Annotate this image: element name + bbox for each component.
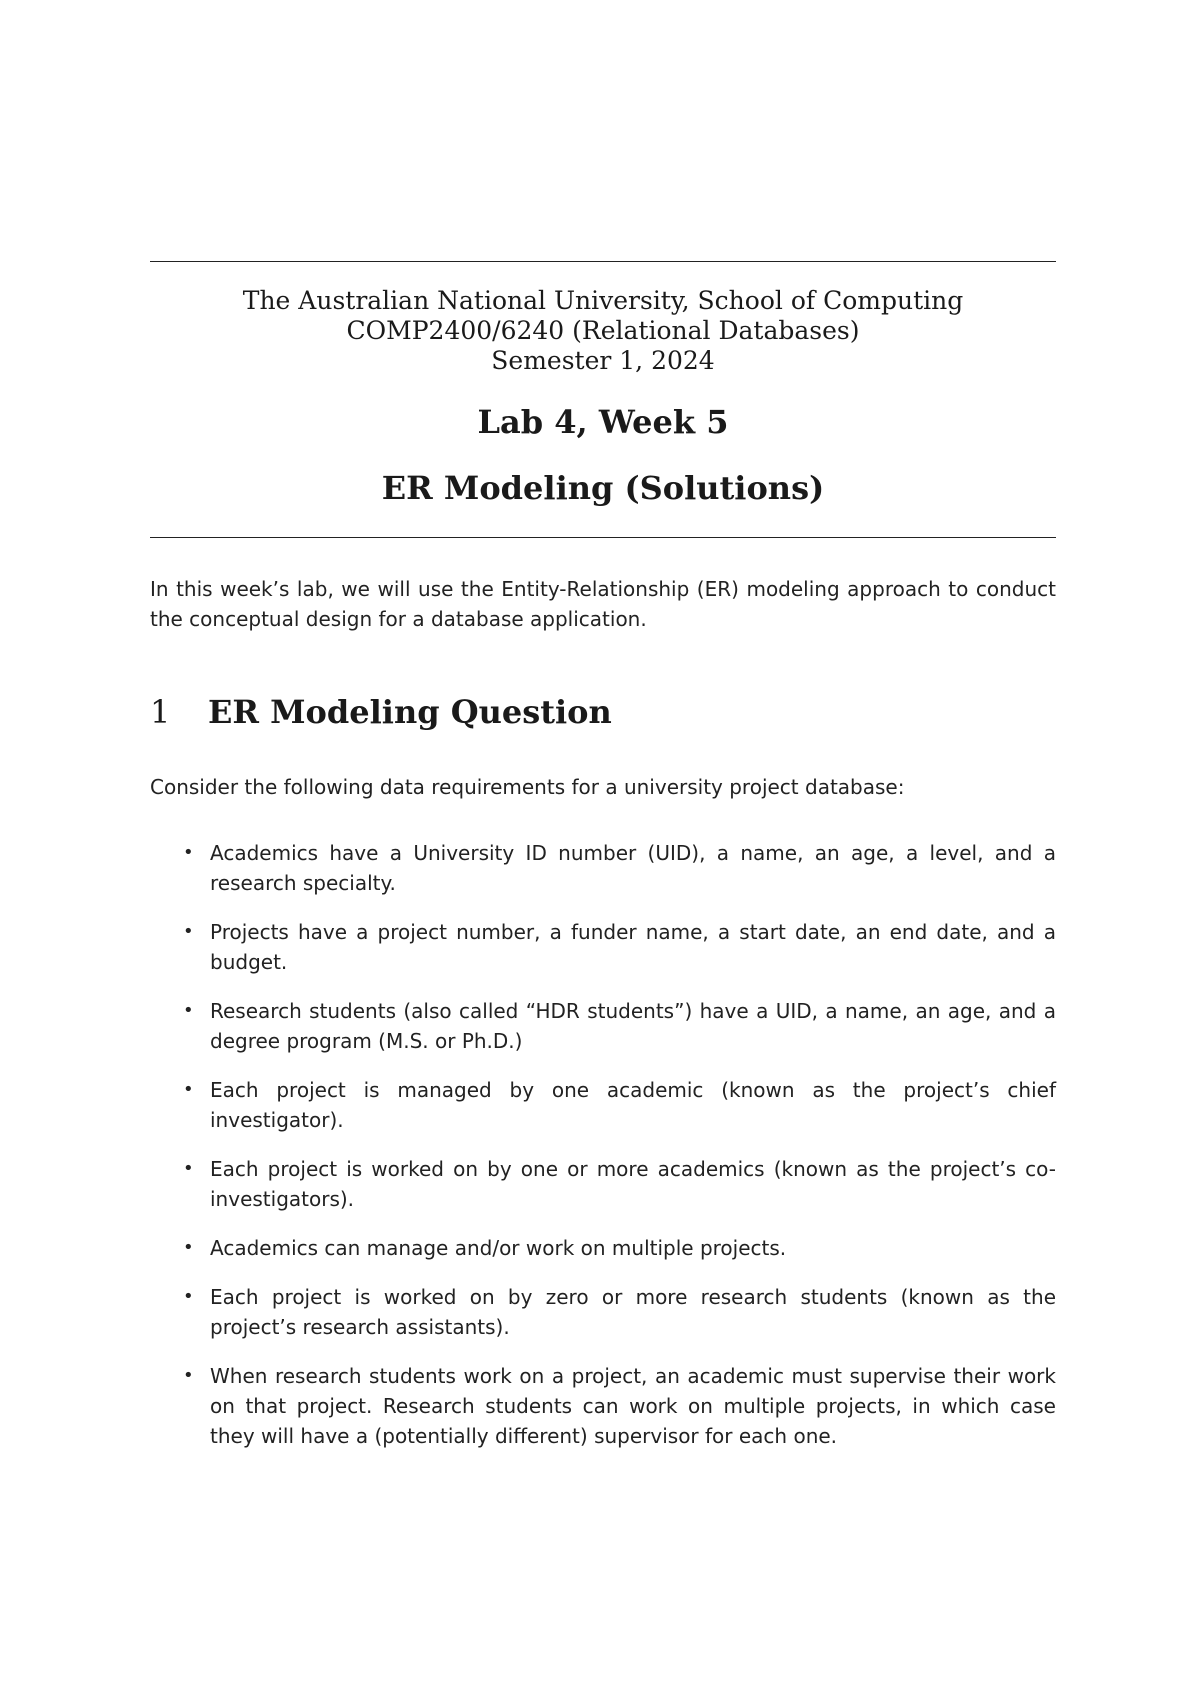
list-item-text: Projects have a project number, a funder name, a start date, an end date, and a budget. xyxy=(210,920,1056,974)
list-item-text: Each project is worked on by one or more academics (known as the project’s co-investigators). xyxy=(210,1157,1056,1211)
bullet-icon: • xyxy=(183,842,194,863)
list-item xyxy=(150,838,1056,898)
section-heading xyxy=(150,690,1056,734)
course-line: COMP2400/6240 (Relational Databases) xyxy=(346,316,860,345)
list-item-text: Each project is managed by one academic (known as the project’s chief investigator). xyxy=(210,1078,1056,1132)
semester-line: Semester 1, 2024 xyxy=(491,346,715,375)
bullet-icon: • xyxy=(183,1237,194,1258)
bullet-icon: • xyxy=(183,1365,194,1386)
requirements-list xyxy=(150,838,1056,1470)
bullet-icon: • xyxy=(183,1079,194,1100)
list-item xyxy=(150,996,1056,1056)
list-item xyxy=(150,1075,1056,1135)
list-item-text: Research students (also called “HDR students”) have a UID, a name, an age, and a degree program (M.S. or Ph.D.) xyxy=(210,999,1056,1053)
list-item xyxy=(150,1282,1056,1342)
list-item xyxy=(150,1361,1056,1451)
list-item xyxy=(150,1233,1056,1263)
section-title: ER Modeling Question xyxy=(208,693,612,731)
bullet-icon: • xyxy=(183,1158,194,1179)
list-item-text: When research students work on a project, an academic must supervise their work on that project. Research students can work on multiple projects, in which case they will have a (potentially different) supervisor for each one. xyxy=(210,1364,1056,1448)
list-item-text: Each project is worked on by zero or more research students (known as the project’s research assistants). xyxy=(210,1285,1056,1339)
bullet-icon: • xyxy=(183,1286,194,1307)
list-item-text: Academics can manage and/or work on multiple projects. xyxy=(210,1236,787,1260)
bullet-icon: • xyxy=(183,921,194,942)
section-lead: Consider the following data requirements for a university project database: xyxy=(150,775,905,799)
list-item xyxy=(150,1154,1056,1214)
lab-title: Lab 4, Week 5 xyxy=(477,403,729,441)
document-page xyxy=(150,0,1056,1696)
section-number: 1 xyxy=(150,693,171,731)
intro-paragraph: In this week’s lab, we will use the Entity-Relationship (ER) modeling approach to conduct the conceptual design for a database application. xyxy=(150,577,1056,631)
bullet-icon: • xyxy=(183,1000,194,1021)
list-item xyxy=(150,917,1056,977)
university-line: The Australian National University, School of Computing xyxy=(242,286,964,315)
course-header xyxy=(150,286,1056,376)
bottom-rule xyxy=(150,537,1056,538)
list-item-text: Academics have a University ID number (UID), a name, an age, a level, and a research specialty. xyxy=(210,841,1056,895)
top-rule xyxy=(150,261,1056,262)
lab-subtitle: ER Modeling (Solutions) xyxy=(381,469,825,507)
